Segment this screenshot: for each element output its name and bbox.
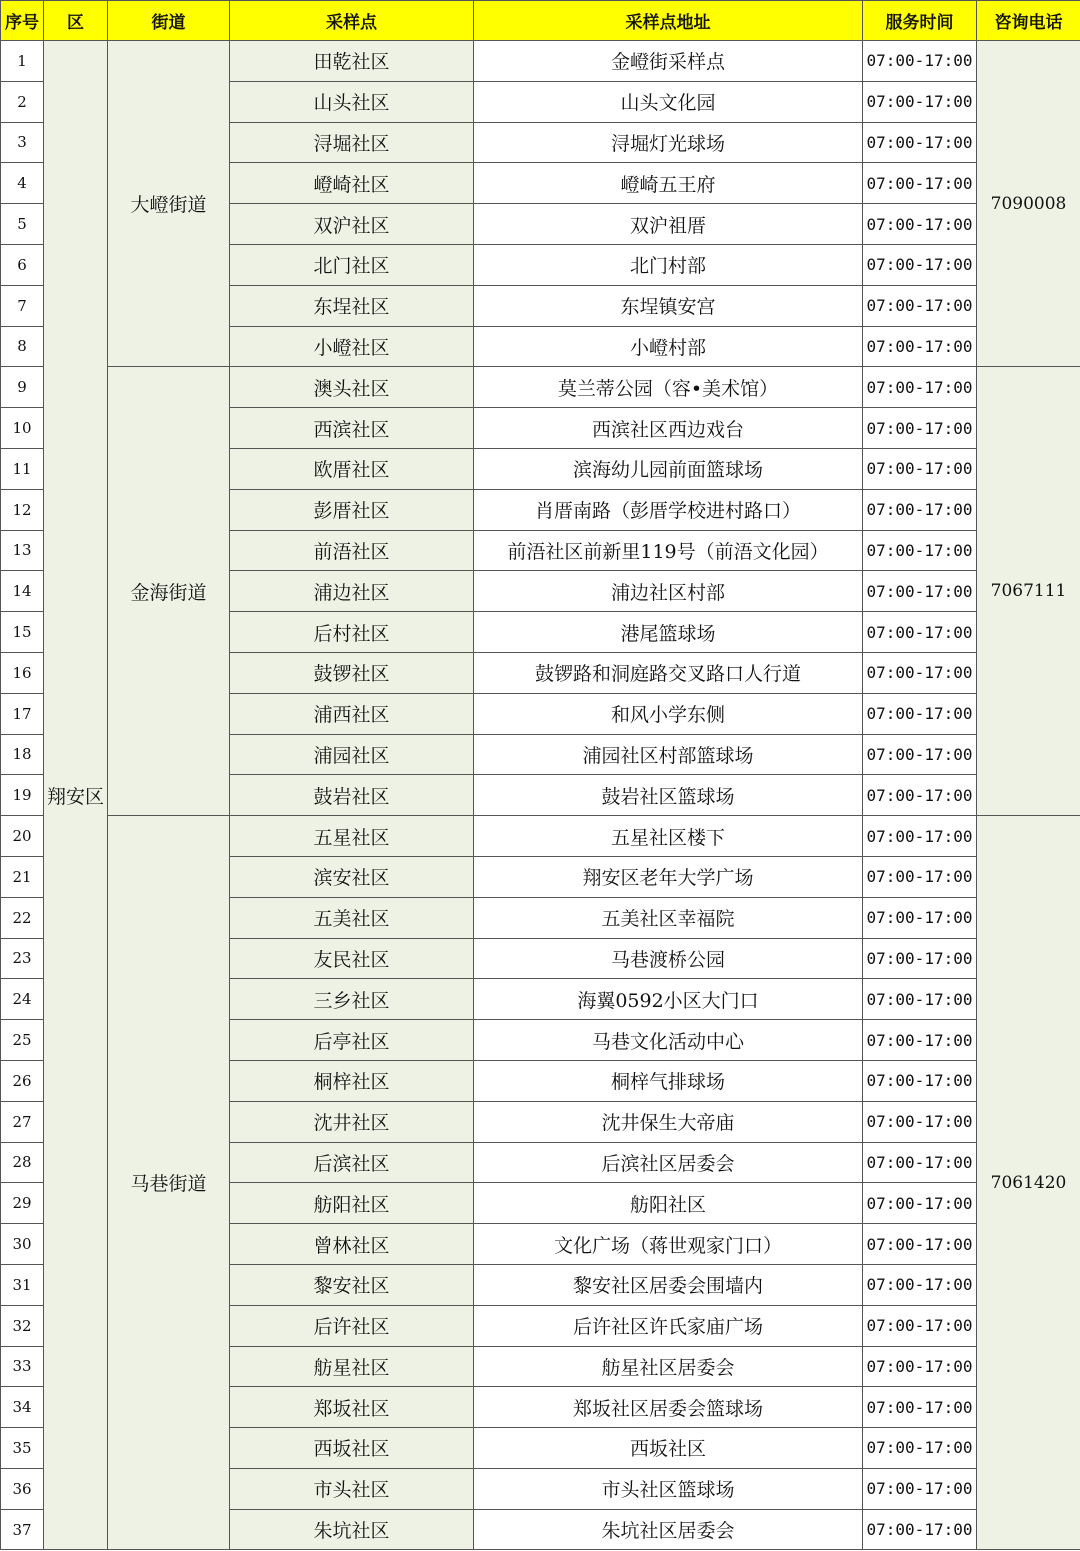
address-cell: 郑坂社区居委会篮球场 bbox=[474, 1387, 863, 1428]
site-cell: 西滨社区 bbox=[230, 408, 474, 449]
seq-cell: 20 bbox=[1, 816, 44, 857]
address-cell: 鼓锣路和洞庭路交叉路口人行道 bbox=[474, 652, 863, 693]
seq-cell: 27 bbox=[1, 1101, 44, 1142]
seq-cell: 28 bbox=[1, 1142, 44, 1183]
seq-cell: 3 bbox=[1, 122, 44, 163]
address-cell: 黎安社区居委会围墙内 bbox=[474, 1264, 863, 1305]
address-cell: 马巷文化活动中心 bbox=[474, 1020, 863, 1061]
address-cell: 后滨社区居委会 bbox=[474, 1142, 863, 1183]
site-cell: 彭厝社区 bbox=[230, 489, 474, 530]
seq-cell: 1 bbox=[1, 41, 44, 82]
hours-cell: 07:00-17:00 bbox=[863, 897, 977, 938]
hours-cell: 07:00-17:00 bbox=[863, 1509, 977, 1550]
address-cell: 和风小学东侧 bbox=[474, 693, 863, 734]
address-cell: 莫兰蒂公园（容•美术馆） bbox=[474, 367, 863, 408]
seq-cell: 32 bbox=[1, 1305, 44, 1346]
seq-cell: 10 bbox=[1, 408, 44, 449]
site-cell: 后许社区 bbox=[230, 1305, 474, 1346]
hours-cell: 07:00-17:00 bbox=[863, 612, 977, 653]
address-cell: 山头文化园 bbox=[474, 81, 863, 122]
street-cell: 金海街道 bbox=[108, 367, 230, 816]
seq-cell: 8 bbox=[1, 326, 44, 367]
hours-cell: 07:00-17:00 bbox=[863, 204, 977, 245]
hours-cell: 07:00-17:00 bbox=[863, 1305, 977, 1346]
address-cell: 鼓岩社区篮球场 bbox=[474, 775, 863, 816]
site-cell: 东埕社区 bbox=[230, 285, 474, 326]
hours-cell: 07:00-17:00 bbox=[863, 1428, 977, 1469]
hours-cell: 07:00-17:00 bbox=[863, 122, 977, 163]
site-cell: 后村社区 bbox=[230, 612, 474, 653]
seq-cell: 16 bbox=[1, 652, 44, 693]
site-cell: 五星社区 bbox=[230, 816, 474, 857]
site-cell: 浦西社区 bbox=[230, 693, 474, 734]
table-header-row bbox=[1, 1, 1080, 41]
hours-cell: 07:00-17:00 bbox=[863, 571, 977, 612]
site-cell: 北门社区 bbox=[230, 244, 474, 285]
address-cell: 浦园社区村部篮球场 bbox=[474, 734, 863, 775]
site-cell: 市头社区 bbox=[230, 1468, 474, 1509]
address-cell: 浦边社区村部 bbox=[474, 571, 863, 612]
hours-cell: 07:00-17:00 bbox=[863, 285, 977, 326]
site-cell: 双沪社区 bbox=[230, 204, 474, 245]
phone-cell: 7067111 bbox=[977, 367, 1080, 816]
site-cell: 曾林社区 bbox=[230, 1224, 474, 1265]
seq-cell: 5 bbox=[1, 204, 44, 245]
site-cell: 山头社区 bbox=[230, 81, 474, 122]
address-cell: 双沪祖厝 bbox=[474, 204, 863, 245]
hours-cell: 07:00-17:00 bbox=[863, 1264, 977, 1305]
seq-cell: 13 bbox=[1, 530, 44, 571]
hours-cell: 07:00-17:00 bbox=[863, 775, 977, 816]
header-district: 区 bbox=[44, 1, 108, 41]
address-cell: 朱坑社区居委会 bbox=[474, 1509, 863, 1550]
seq-cell: 14 bbox=[1, 571, 44, 612]
address-cell: 西滨社区西边戏台 bbox=[474, 408, 863, 449]
site-cell: 黎安社区 bbox=[230, 1264, 474, 1305]
street-cell: 大嶝街道 bbox=[108, 41, 230, 367]
seq-cell: 6 bbox=[1, 244, 44, 285]
site-cell: 舫星社区 bbox=[230, 1346, 474, 1387]
address-cell: 沈井保生大帝庙 bbox=[474, 1101, 863, 1142]
address-cell: 桐梓气排球场 bbox=[474, 1060, 863, 1101]
header-street: 街道 bbox=[108, 1, 230, 41]
site-cell: 滨安社区 bbox=[230, 856, 474, 897]
hours-cell: 07:00-17:00 bbox=[863, 816, 977, 857]
site-cell: 浦园社区 bbox=[230, 734, 474, 775]
site-cell: 小嶝社区 bbox=[230, 326, 474, 367]
seq-cell: 18 bbox=[1, 734, 44, 775]
hours-cell: 07:00-17:00 bbox=[863, 448, 977, 489]
hours-cell: 07:00-17:00 bbox=[863, 979, 977, 1020]
hours-cell: 07:00-17:00 bbox=[863, 1346, 977, 1387]
address-cell: 翔安区老年大学广场 bbox=[474, 856, 863, 897]
address-cell: 市头社区篮球场 bbox=[474, 1468, 863, 1509]
seq-cell: 9 bbox=[1, 367, 44, 408]
header-hours: 服务时间 bbox=[863, 1, 977, 41]
seq-cell: 36 bbox=[1, 1468, 44, 1509]
address-cell: 舫阳社区 bbox=[474, 1183, 863, 1224]
seq-cell: 2 bbox=[1, 81, 44, 122]
address-cell: 海翼0592小区大门口 bbox=[474, 979, 863, 1020]
seq-cell: 22 bbox=[1, 897, 44, 938]
site-cell: 桐梓社区 bbox=[230, 1060, 474, 1101]
seq-cell: 24 bbox=[1, 979, 44, 1020]
address-cell: 前浯社区前新里119号（前浯文化园） bbox=[474, 530, 863, 571]
address-cell: 港尾篮球场 bbox=[474, 612, 863, 653]
table-body bbox=[1, 41, 1080, 1550]
seq-cell: 15 bbox=[1, 612, 44, 653]
address-cell: 马巷渡桥公园 bbox=[474, 938, 863, 979]
address-cell: 舫星社区居委会 bbox=[474, 1346, 863, 1387]
seq-cell: 25 bbox=[1, 1020, 44, 1061]
seq-cell: 29 bbox=[1, 1183, 44, 1224]
street-cell: 马巷街道 bbox=[108, 816, 230, 1550]
site-cell: 嶝崎社区 bbox=[230, 163, 474, 204]
hours-cell: 07:00-17:00 bbox=[863, 489, 977, 530]
address-cell: 西坂社区 bbox=[474, 1428, 863, 1469]
hours-cell: 07:00-17:00 bbox=[863, 938, 977, 979]
hours-cell: 07:00-17:00 bbox=[863, 326, 977, 367]
hours-cell: 07:00-17:00 bbox=[863, 408, 977, 449]
address-cell: 东埕镇安宫 bbox=[474, 285, 863, 326]
hours-cell: 07:00-17:00 bbox=[863, 41, 977, 82]
hours-cell: 07:00-17:00 bbox=[863, 652, 977, 693]
seq-cell: 11 bbox=[1, 448, 44, 489]
district-cell: 翔安区 bbox=[44, 41, 108, 1550]
site-cell: 舫阳社区 bbox=[230, 1183, 474, 1224]
site-cell: 郑坂社区 bbox=[230, 1387, 474, 1428]
table-row bbox=[1, 816, 1080, 857]
site-cell: 沈井社区 bbox=[230, 1101, 474, 1142]
address-cell: 五星社区楼下 bbox=[474, 816, 863, 857]
header-phone: 咨询电话 bbox=[977, 1, 1080, 41]
site-cell: 友民社区 bbox=[230, 938, 474, 979]
site-cell: 朱坑社区 bbox=[230, 1509, 474, 1550]
site-cell: 欧厝社区 bbox=[230, 448, 474, 489]
table-row bbox=[1, 41, 1080, 82]
site-cell: 五美社区 bbox=[230, 897, 474, 938]
seq-cell: 7 bbox=[1, 285, 44, 326]
seq-cell: 19 bbox=[1, 775, 44, 816]
phone-cell: 7090008 bbox=[977, 41, 1080, 367]
site-cell: 后亭社区 bbox=[230, 1020, 474, 1061]
seq-cell: 31 bbox=[1, 1264, 44, 1305]
seq-cell: 37 bbox=[1, 1509, 44, 1550]
hours-cell: 07:00-17:00 bbox=[863, 367, 977, 408]
seq-cell: 12 bbox=[1, 489, 44, 530]
hours-cell: 07:00-17:00 bbox=[863, 1224, 977, 1265]
seq-cell: 17 bbox=[1, 693, 44, 734]
hours-cell: 07:00-17:00 bbox=[863, 530, 977, 571]
site-cell: 前浯社区 bbox=[230, 530, 474, 571]
hours-cell: 07:00-17:00 bbox=[863, 856, 977, 897]
site-cell: 三乡社区 bbox=[230, 979, 474, 1020]
address-cell: 滨海幼儿园前面篮球场 bbox=[474, 448, 863, 489]
table-row bbox=[1, 367, 1080, 408]
address-cell: 小嶝村部 bbox=[474, 326, 863, 367]
hours-cell: 07:00-17:00 bbox=[863, 81, 977, 122]
site-cell: 浦边社区 bbox=[230, 571, 474, 612]
address-cell: 五美社区幸福院 bbox=[474, 897, 863, 938]
hours-cell: 07:00-17:00 bbox=[863, 1101, 977, 1142]
address-cell: 后许社区许氏家庙广场 bbox=[474, 1305, 863, 1346]
hours-cell: 07:00-17:00 bbox=[863, 163, 977, 204]
hours-cell: 07:00-17:00 bbox=[863, 1060, 977, 1101]
seq-cell: 30 bbox=[1, 1224, 44, 1265]
site-cell: 西坂社区 bbox=[230, 1428, 474, 1469]
seq-cell: 33 bbox=[1, 1346, 44, 1387]
header-address: 采样点地址 bbox=[474, 1, 863, 41]
hours-cell: 07:00-17:00 bbox=[863, 1468, 977, 1509]
hours-cell: 07:00-17:00 bbox=[863, 693, 977, 734]
header-site: 采样点 bbox=[230, 1, 474, 41]
seq-cell: 21 bbox=[1, 856, 44, 897]
address-cell: 金嶝街采样点 bbox=[474, 41, 863, 82]
hours-cell: 07:00-17:00 bbox=[863, 1020, 977, 1061]
phone-cell: 7061420 bbox=[977, 816, 1080, 1550]
seq-cell: 23 bbox=[1, 938, 44, 979]
site-cell: 鼓岩社区 bbox=[230, 775, 474, 816]
site-cell: 鼓锣社区 bbox=[230, 652, 474, 693]
seq-cell: 34 bbox=[1, 1387, 44, 1428]
seq-cell: 26 bbox=[1, 1060, 44, 1101]
site-cell: 田乾社区 bbox=[230, 41, 474, 82]
seq-cell: 4 bbox=[1, 163, 44, 204]
hours-cell: 07:00-17:00 bbox=[863, 1183, 977, 1224]
site-cell: 浔堀社区 bbox=[230, 122, 474, 163]
address-cell: 嶝崎五王府 bbox=[474, 163, 863, 204]
address-cell: 文化广场（蒋世观家门口） bbox=[474, 1224, 863, 1265]
address-cell: 北门村部 bbox=[474, 244, 863, 285]
hours-cell: 07:00-17:00 bbox=[863, 244, 977, 285]
hours-cell: 07:00-17:00 bbox=[863, 1387, 977, 1428]
header-seq: 序号 bbox=[1, 1, 44, 41]
site-cell: 后滨社区 bbox=[230, 1142, 474, 1183]
hours-cell: 07:00-17:00 bbox=[863, 1142, 977, 1183]
address-cell: 肖厝南路（彭厝学校进村路口） bbox=[474, 489, 863, 530]
hours-cell: 07:00-17:00 bbox=[863, 734, 977, 775]
seq-cell: 35 bbox=[1, 1428, 44, 1469]
site-cell: 澳头社区 bbox=[230, 367, 474, 408]
address-cell: 浔堀灯光球场 bbox=[474, 122, 863, 163]
